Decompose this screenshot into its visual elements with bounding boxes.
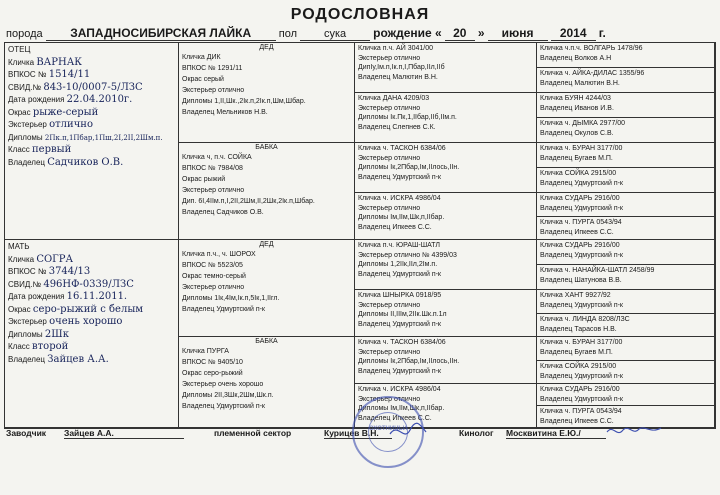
page-title: РОДОСЛОВНАЯ bbox=[290, 6, 430, 23]
great-grandparent-cell: Кличка ДАНА 4209/03 Экстерьер отлично Дипломы Iк.Пк,1,IIбар,IIб,IIм.п. Владелец Слепнев С.К. bbox=[355, 93, 537, 143]
great-grandparent-cell: Кличка ШНЫРКА 0918/95 Экстерьер отлично Дипломы II,IIIм,2IIк.Шк.п.1л Владелец Удмуртский п-к bbox=[355, 290, 537, 337]
gggp-cell: Кличка СУДАРЬ 2916/00 Владелец Удмуртский п-к bbox=[537, 384, 715, 406]
birth-year: 2014 bbox=[551, 26, 596, 41]
great-grandparent-cell: Кличка ч. ТАСКОН 6384/06 Экстерьер отлично Дипломы Iк,2Пбар,Iм,IIлось,IIн. Владелец Удмуртский п-к bbox=[355, 143, 537, 193]
stamp-text: ОХОТНИЧЬИ bbox=[368, 426, 408, 432]
dam-vkpos: 3744/13 bbox=[48, 266, 91, 277]
gp-exterior: Экстерьер отлично bbox=[182, 87, 245, 94]
pedigree-grid bbox=[4, 42, 716, 429]
dam-color-row: Окрас серо-рыжий с белым bbox=[8, 303, 144, 315]
birth-label: рождение « bbox=[373, 26, 442, 40]
gp-exterior: Экстерьер отлично bbox=[182, 187, 245, 194]
gp-name: Кличка ч, п.ч. СОЙКА bbox=[182, 154, 252, 161]
grandparent-cell: БАБКА Кличка ч, п.ч. СОЙКА ВПКОС № 7984/08 Окрас рыжий Экстерьер отлично Дип. 6I,4IIм.п,I,2II,2Шм,II,2Шк,2Iк.п,Шбар. Владелец Садчиков О.В. bbox=[179, 143, 355, 240]
breeder-name: Зайцев А.А. bbox=[64, 428, 184, 439]
gp-diplomas: Дипломы 1,II,Шк.,2Iк.п,2Iк.п,Шм,Шбар. bbox=[182, 98, 306, 105]
gp-vkpos: ВПКОС № 5523/05 bbox=[182, 262, 243, 269]
dam-svid-row: СВИД.№ 496НФ-0339/ЛЗС bbox=[8, 278, 134, 290]
sire-exterior: отлично bbox=[49, 119, 93, 130]
birth-sep: » bbox=[477, 26, 485, 40]
gp-name: Кличка п.ч., ч. ШОРОХ bbox=[182, 251, 256, 258]
dam-svid: 496НФ-0339/ЛЗС bbox=[43, 278, 134, 290]
sire-color-row: Окрас рыже-серый bbox=[8, 106, 99, 118]
dam-heading: МАТЬ bbox=[8, 242, 30, 251]
sire-color: рыже-серый bbox=[32, 106, 99, 118]
dam-exterior: очень хорошо bbox=[49, 316, 123, 327]
cynologist-signature bbox=[605, 420, 665, 442]
gp-color: Окрас серо-рыжий bbox=[182, 370, 243, 377]
great-grandparent-cell: Кличка ч. ТАСКОН 6384/06 Экстерьер отлично Дипломы Iк,2Пбар,Iм,IIлось,IIн. Владелец Удмуртский п-к bbox=[355, 337, 537, 384]
sire-name: ВАРНАК bbox=[36, 56, 83, 68]
cynologist-label: Кинолог bbox=[459, 428, 494, 438]
gp-diplomas: Дипломы 2II,3Шк,2Шм,Шк.п. bbox=[182, 392, 274, 399]
dam-diplomas: 2Шк bbox=[44, 328, 69, 340]
grandparent-cell: ДЕД Кличка п.ч., ч. ШОРОХ ВПКОС № 5523/05 Окрас темно-серый Экстерьер отлично Дипломы 1Iк,4Iм,Iк.п,5Iк,1,IIгл. Владелец Удмуртский п-к bbox=[179, 240, 355, 337]
gggp-cell: Кличка ч. ПУРГА 0543/94 Владелец Ипкеев С.С. bbox=[537, 406, 715, 428]
sector-signature bbox=[388, 420, 428, 442]
sector-label: племенной сектор bbox=[214, 428, 292, 438]
gp-color: Окрас рыжий bbox=[182, 176, 226, 183]
dam-cell bbox=[5, 240, 179, 428]
gp-name: Кличка ДИК bbox=[182, 54, 221, 61]
gggp-cell: Кличка СУДАРЬ 2916/00 Владелец Удмуртский п-к bbox=[537, 240, 715, 265]
sire-class: первый bbox=[32, 144, 72, 155]
sire-svid-row: СВИД.№ 843-10/0007-5/ЛЗС bbox=[8, 81, 143, 93]
sire-vkpos: 1514/11 bbox=[48, 69, 91, 80]
gp-exterior: Экстерьер очень хорошо bbox=[182, 381, 264, 388]
birth-month: июня bbox=[488, 26, 548, 41]
great-grandparent-cell: Кличка п.ч. АЙ 3041/00 Экстерьер отлично ДипIу,Iм.п,Iк.п,I,Пбар,IIл,IIб Владелец Малютин В.Н. bbox=[355, 43, 537, 93]
sex-value: сука bbox=[300, 28, 370, 41]
sector-name: Курицев В.Н. bbox=[324, 428, 392, 439]
gggp-cell: Кличка ч. ЛИНДА 8208/ЛЗС Владелец Тарасов Н.В. bbox=[537, 314, 715, 337]
sire-cell bbox=[5, 43, 179, 240]
sire-name-row: Кличка ВАРНАК bbox=[8, 56, 83, 68]
dam-dob-row: Дата рождения 16.11.2011. bbox=[8, 291, 128, 302]
breed-label: порода bbox=[6, 28, 43, 40]
sire-owner-row: Владелец Садчиков О.В. bbox=[8, 156, 124, 168]
grandparent-cell: ДЕД Кличка ДИК ВПКОС № 1291/11 Окрас серый Экстерьер отлично Дипломы 1,II,Шк.,2Iк.п,2Iк.п,Шм,Шбар. Владелец Мельников Н.В. bbox=[179, 43, 355, 143]
gp-vkpos: ВПКОС № 1291/11 bbox=[182, 65, 243, 72]
dam-owner: Зайцев А.А. bbox=[47, 353, 109, 365]
sex-label: пол bbox=[278, 28, 297, 40]
gp-diplomas: Дипломы 1Iк,4Iм,Iк.п,5Iк,1,IIгл. bbox=[182, 295, 280, 302]
gp-owner: Владелец Удмуртский п-к bbox=[182, 403, 265, 410]
dam-name: СОГРА bbox=[36, 253, 74, 265]
gggp-cell: Кличка ч. БУРАН 3177/00 Владелец Бугаев М.П. bbox=[537, 337, 715, 361]
gp-diplomas: Дип. 6I,4IIм.п,I,2II,2Шм,II,2Шк,2Iк.п,Шбар. bbox=[182, 198, 315, 205]
gggp-cell: Кличка ч. ПУРГА 0543/94 Владелец Ипкеев С.С. bbox=[537, 217, 715, 240]
dam-exterior-row: Экстерьер очень хорошо bbox=[8, 316, 123, 327]
dam-vkpos-row: ВПКОС № 3744/13 bbox=[8, 266, 91, 277]
gggp-cell: Кличка ХАНТ 9927/92 Владелец Удмуртский п-к bbox=[537, 290, 715, 314]
gp-owner: Владелец Садчиков О.В. bbox=[182, 209, 264, 216]
birth-year-suffix: г. bbox=[598, 26, 606, 40]
dam-dob: 16.11.2011. bbox=[66, 291, 128, 302]
dam-class-row: Класс второй bbox=[8, 341, 69, 352]
gp-color: Окрас темно-серый bbox=[182, 273, 246, 280]
gggp-cell: Кличка ч. ДЫМКА 2977/00 Владелец Окулов С.В. bbox=[537, 118, 715, 143]
sire-vkpos-row: ВПКОС № 1514/11 bbox=[8, 69, 91, 80]
gggp-cell: Кличка СОЙКА 2915/00 Владелец Удмуртский п-к bbox=[537, 168, 715, 193]
cynologist-name: Москвитина Е.Ю./ bbox=[506, 428, 606, 439]
sire-diplomas: 2Пк.п,1Пбар,1Пш,2I,2II,2Шм.п. bbox=[44, 133, 163, 142]
dam-owner-row: Владелец Зайцев А.А. bbox=[8, 353, 109, 365]
breed-line bbox=[6, 26, 714, 41]
gggp-cell: Кличка БУЯН 4244/03 Владелец Иванов И.В. bbox=[537, 93, 715, 118]
gp-vkpos: ВПКОС № 7984/08 bbox=[182, 165, 243, 172]
gp-owner: Владелец Удмуртский п-к bbox=[182, 306, 265, 313]
gggp-cell: Кличка ч. АЙКА-ДИЛАС 1355/96 Владелец Малютин В.Н. bbox=[537, 68, 715, 93]
gp-vkpos: ВПКОС № 9405/10 bbox=[182, 359, 243, 366]
sire-diplomas-row: Дипломы 2Пк.п,1Пбар,1Пш,2I,2II,2Шм.п. bbox=[8, 132, 163, 142]
dam-color: серо-рыжий с белым bbox=[32, 303, 144, 315]
gggp-cell: Кличка СУДАРЬ 2916/00 Владелец Удмуртский п-к bbox=[537, 193, 715, 217]
gggp-cell: Кличка ч. НАНАЙКА-ШАТЛ 2458/99 Владелец Шатунова В.В. bbox=[537, 265, 715, 290]
great-grandparent-cell: Кличка п.ч. ЮРАШ-ШАТЛ Экстерьер отлично № 4399/03 Дипломы 1,2IIк,IIл,2Iм.п. Владелец Удмуртский п-к bbox=[355, 240, 537, 290]
sire-dob: 22.04.2010г. bbox=[66, 94, 133, 105]
birth-day: 20 bbox=[445, 26, 475, 41]
dam-diplomas-row: Дипломы 2Шк bbox=[8, 328, 69, 340]
sire-dob-row: Дата рождения 22.04.2010г. bbox=[8, 94, 133, 105]
gp-exterior: Экстерьер отлично bbox=[182, 284, 245, 291]
breed-value: ЗАПАДНОСИБИРСКАЯ ЛАЙКА bbox=[46, 26, 276, 41]
gp-owner: Владелец Мельников Н.В. bbox=[182, 109, 268, 116]
great-grandparent-cell: Кличка ч. ИСКРА 4986/04 Экстерьер отлично Дипломы Iм,IIм,Шк,п,IIбар. Владелец Ипкеев С.С. bbox=[355, 384, 537, 428]
gggp-cell: Кличка ч. БУРАН 3177/00 Владелец Бугаев М.П. bbox=[537, 143, 715, 168]
gp-name: Кличка ПУРГА bbox=[182, 348, 229, 355]
grandparent-cell: БАБКА Кличка ПУРГА ВПКОС № 9405/10 Окрас серо-рыжий Экстерьер очень хорошо Дипломы 2II,3Шк,2Шм,Шк.п. Владелец Удмуртский п-к bbox=[179, 337, 355, 428]
sire-heading: ОТЕЦ bbox=[8, 45, 31, 54]
gggp-cell: Кличка ч.п.ч. ВОЛГАРЬ 1478/96 Владелец Волков А.Н bbox=[537, 43, 715, 68]
sire-exterior-row: Экстерьер отлично bbox=[8, 119, 93, 130]
dam-name-row: Кличка СОГРА bbox=[8, 253, 74, 265]
gggp-cell: Кличка СОЙКА 2915/00 Владелец Удмуртский п-к bbox=[537, 361, 715, 384]
sire-class-row: Класс первый bbox=[8, 144, 72, 155]
dam-class: второй bbox=[32, 341, 69, 352]
sire-owner: Садчиков О.В. bbox=[47, 156, 124, 168]
gp-color: Окрас серый bbox=[182, 76, 224, 83]
sire-svid: 843-10/0007-5/ЛЗС bbox=[43, 81, 143, 93]
breeder-label: Заводчик bbox=[6, 428, 47, 438]
great-grandparent-cell: Кличка ч. ИСКРА 4986/04 Экстерьер отлично Дипломы Iм,IIм,Шк,п,IIбар. Владелец Ипкеев С.С. bbox=[355, 193, 537, 240]
